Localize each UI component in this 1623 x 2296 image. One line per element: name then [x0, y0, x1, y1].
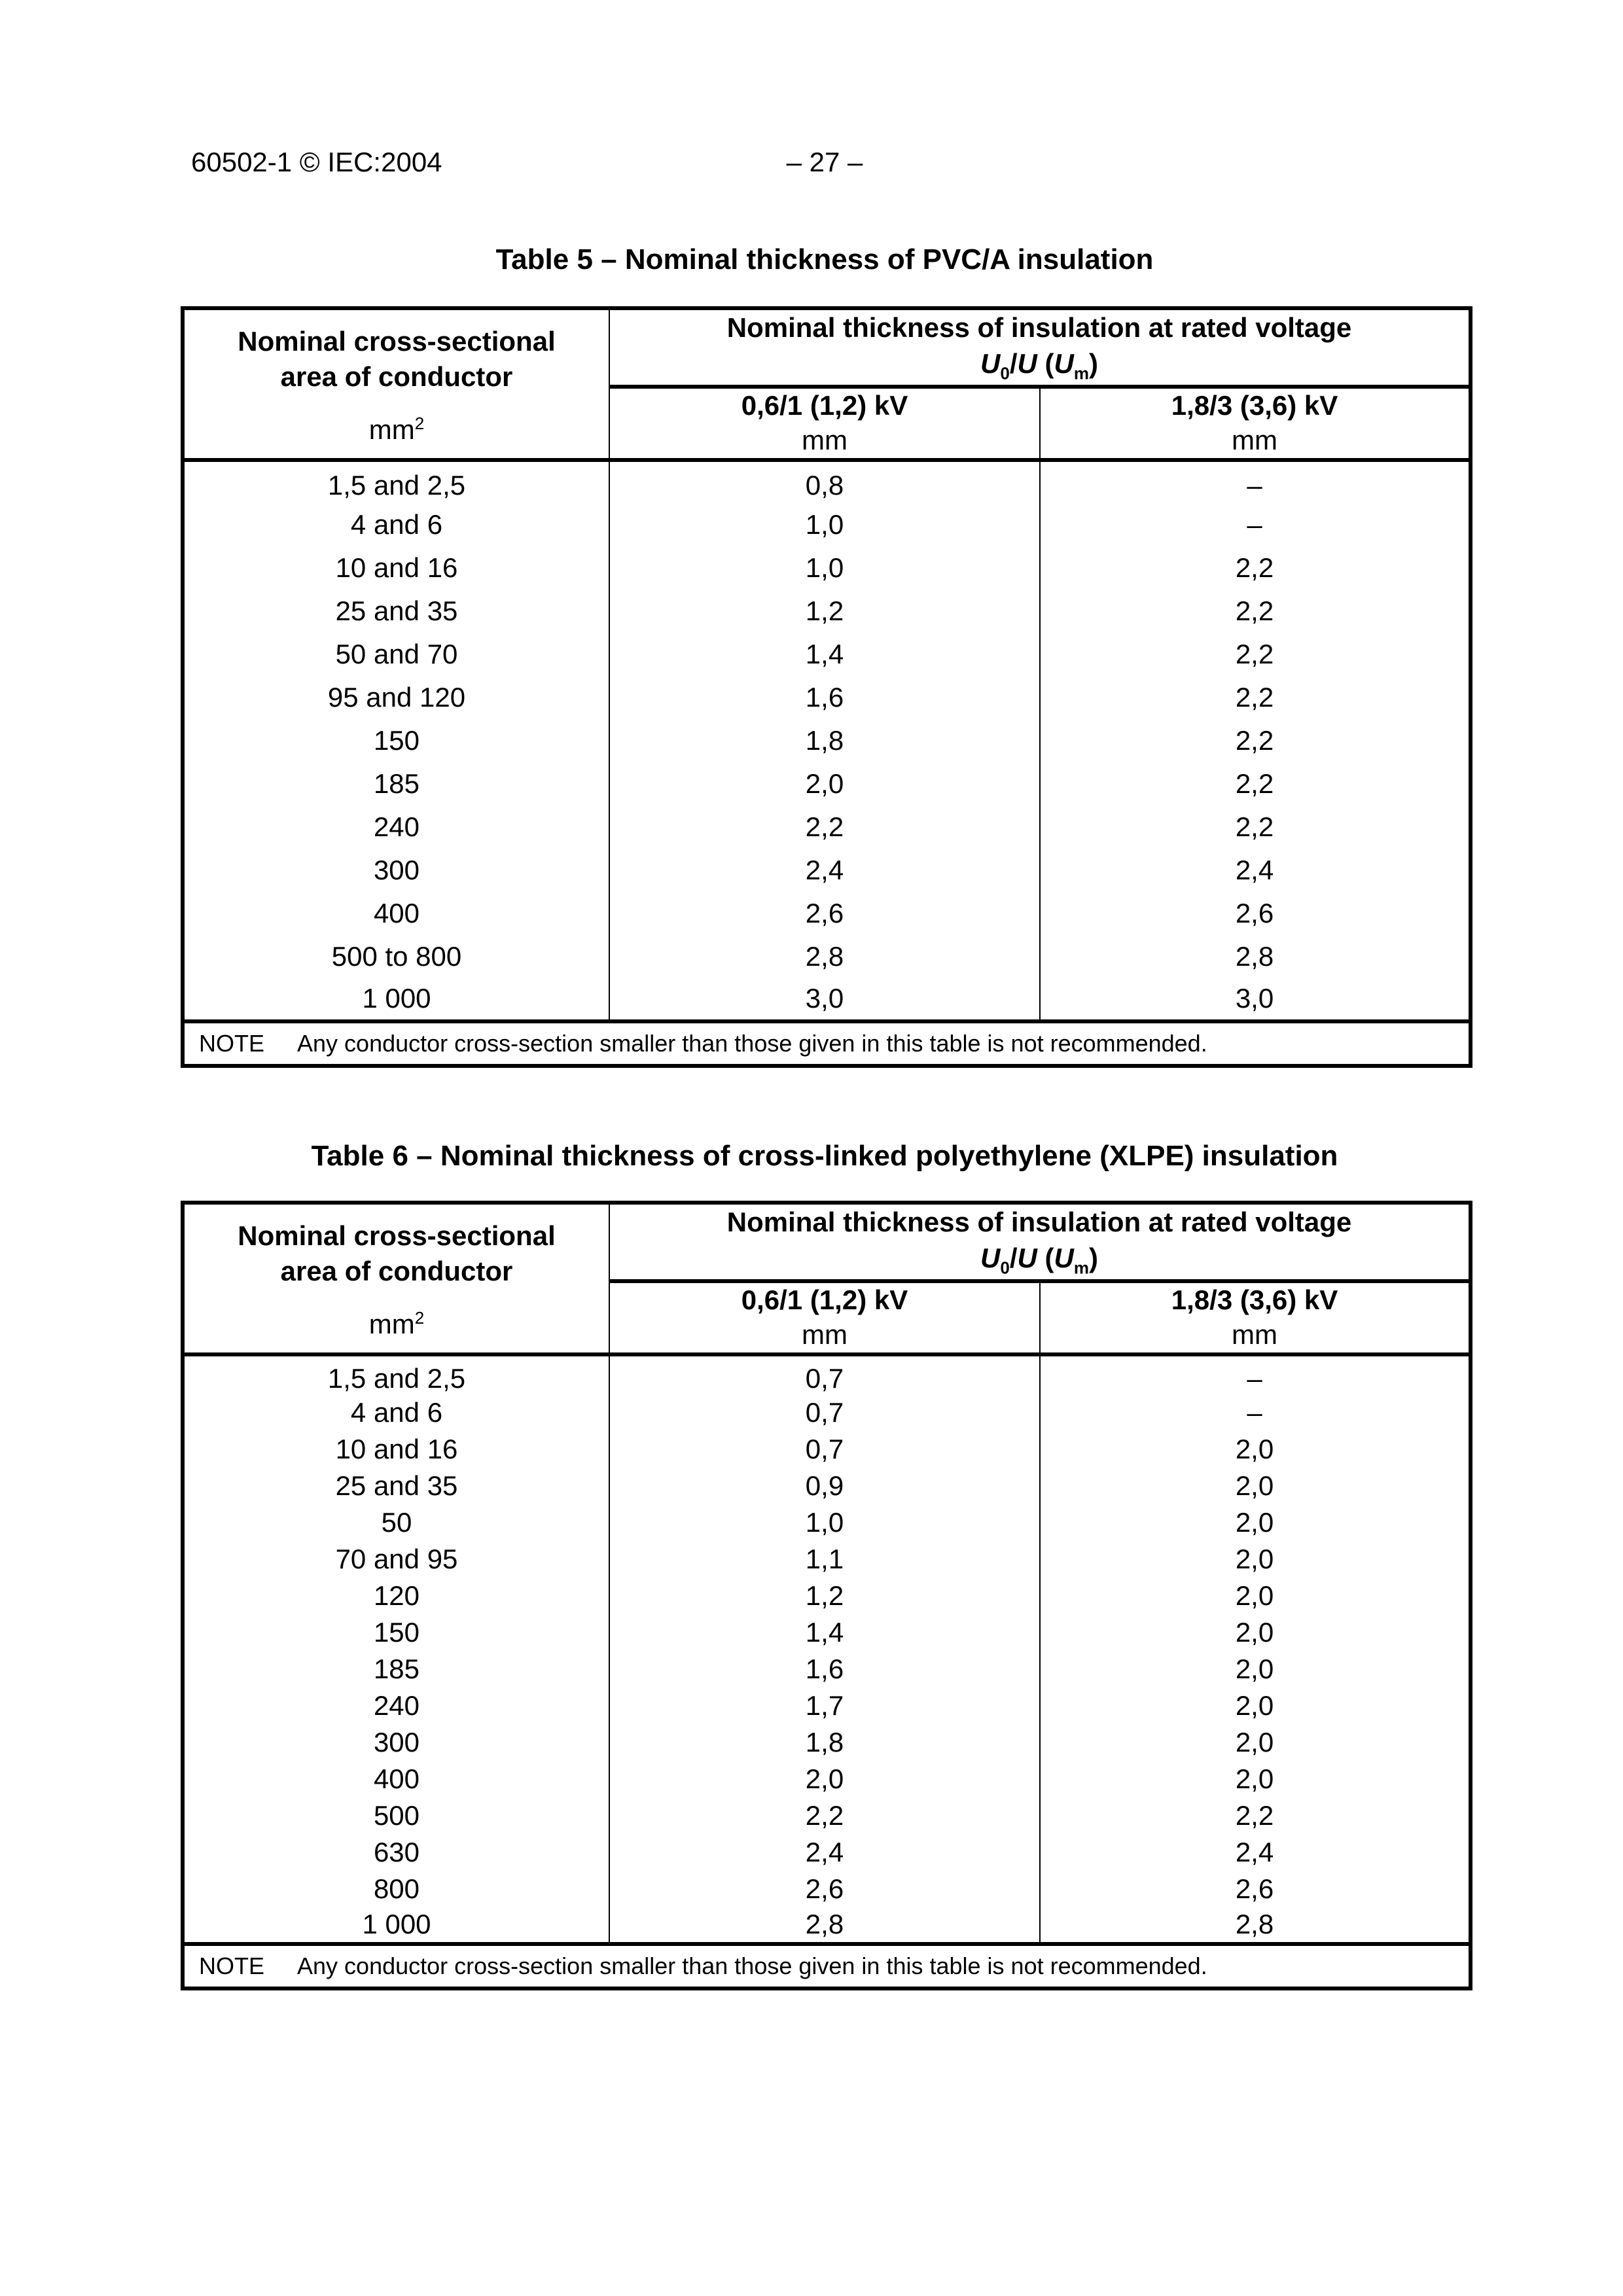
- area-unit: $mm^2$: [368, 1307, 425, 1339]
- area-cell: 1,5 and 2,5: [183, 1354, 609, 1394]
- table-row: [183, 1614, 1471, 1651]
- area-cell: 1 000: [183, 978, 609, 1021]
- area-cell: 25 and 35: [183, 1468, 609, 1504]
- thickness-06-1kv-cell: 0,9: [609, 1468, 1040, 1504]
- table-row: [183, 590, 1471, 633]
- thickness-18-3kv-cell: 2,2: [1040, 676, 1471, 719]
- area-cell: 4 and 6: [183, 1394, 609, 1431]
- table-row: [183, 1834, 1471, 1871]
- table-row: [183, 849, 1471, 892]
- table6-title: Table 6 – Nominal thickness of cross-linked polyethylene (XLPE) insulation: [311, 1140, 1338, 1172]
- thickness-18-3kv-cell: 2,6: [1040, 1871, 1471, 1907]
- thickness-18-3kv-cell: 2,0: [1040, 1761, 1471, 1797]
- thickness-18-3kv-cell: 2,2: [1040, 546, 1471, 590]
- table-row: [183, 676, 1471, 719]
- thickness-06-1kv-cell: 2,0: [609, 1761, 1040, 1797]
- thickness-18-3kv-cell: 2,6: [1040, 892, 1471, 935]
- thickness-06-1kv-cell: 2,6: [609, 892, 1040, 935]
- area-header-label: Nominal cross-sectional area of conductor: [238, 1220, 556, 1287]
- area-header-cell: [183, 1203, 609, 1354]
- table-row: [183, 1871, 1471, 1907]
- note-text: Any conductor cross-section smaller than those given in this table is not recommended.: [297, 1952, 1207, 1979]
- area-cell: 500 to 800: [183, 935, 609, 978]
- thickness-18-3kv-cell: 2,4: [1040, 849, 1471, 892]
- document-reference: 60502-1 © IEC:2004: [191, 147, 442, 177]
- voltage-header-cell: [609, 1203, 1471, 1281]
- thickness-18-3kv-cell: 2,0: [1040, 1614, 1471, 1651]
- thickness-06-1kv-cell: 1,7: [609, 1687, 1040, 1724]
- table5-header-row-1: [183, 308, 1471, 387]
- table5: [181, 306, 1472, 1068]
- area-cell: 25 and 35: [183, 590, 609, 633]
- thickness-06-1kv-cell: 0,8: [609, 460, 1040, 503]
- area-cell: 4 and 6: [183, 503, 609, 546]
- table6-note-row: [183, 1944, 1471, 1988]
- area-cell: 240: [183, 1687, 609, 1724]
- table6-header-row-1: [183, 1203, 1471, 1281]
- voltage-col2-header: 1,8/3 (3,6) kV mm: [1040, 1281, 1471, 1354]
- thickness-18-3kv-cell: 2,8: [1040, 1907, 1471, 1944]
- table-row: [183, 1468, 1471, 1504]
- table5-title: Table 5 – Nominal thickness of PVC/A insulation: [495, 243, 1154, 275]
- thickness-18-3kv-cell: –: [1040, 1394, 1471, 1431]
- thickness-18-3kv-cell: 2,2: [1040, 633, 1471, 676]
- thickness-06-1kv-cell: 2,4: [609, 1834, 1040, 1871]
- thickness-06-1kv-cell: 3,0: [609, 978, 1040, 1021]
- note-cell: [183, 1944, 1471, 1988]
- table-row: [183, 1541, 1471, 1578]
- thickness-18-3kv-cell: 2,0: [1040, 1578, 1471, 1614]
- area-header-cell: [183, 308, 609, 460]
- thickness-18-3kv-cell: 2,2: [1040, 590, 1471, 633]
- thickness-18-3kv-cell: 2,2: [1040, 719, 1471, 762]
- thickness-18-3kv-cell: –: [1040, 503, 1471, 546]
- table-row: [183, 892, 1471, 935]
- thickness-18-3kv-cell: 2,0: [1040, 1687, 1471, 1724]
- table5-body: [183, 460, 1471, 1021]
- table5-note-row: [183, 1021, 1471, 1066]
- area-cell: 800: [183, 1871, 609, 1907]
- thickness-06-1kv-cell: 1,6: [609, 676, 1040, 719]
- voltage-formula: $U_0/U$ $(U_m)$: [980, 1242, 1098, 1277]
- thickness-06-1kv-cell: 1,2: [609, 590, 1040, 633]
- area-cell: 120: [183, 1578, 609, 1614]
- thickness-06-1kv-cell: 2,8: [609, 935, 1040, 978]
- area-cell: 400: [183, 1761, 609, 1797]
- voltage-header-label: Nominal thickness of insulation at rated voltage: [726, 312, 1352, 343]
- thickness-06-1kv-cell: 0,7: [609, 1431, 1040, 1468]
- thickness-18-3kv-cell: 3,0: [1040, 978, 1471, 1021]
- thickness-06-1kv-cell: 1,8: [609, 719, 1040, 762]
- thickness-06-1kv-cell: 1,4: [609, 1614, 1040, 1651]
- area-cell: 150: [183, 1614, 609, 1651]
- thickness-06-1kv-cell: 2,0: [609, 762, 1040, 805]
- thickness-06-1kv-cell: 2,2: [609, 1797, 1040, 1834]
- table-row: [183, 546, 1471, 590]
- area-cell: 70 and 95: [183, 1541, 609, 1578]
- table-row: [183, 719, 1471, 762]
- area-cell: 185: [183, 1651, 609, 1687]
- table-row: [183, 633, 1471, 676]
- thickness-06-1kv-cell: 1,2: [609, 1578, 1040, 1614]
- thickness-18-3kv-cell: 2,0: [1040, 1431, 1471, 1468]
- thickness-06-1kv-cell: 1,0: [609, 546, 1040, 590]
- table-row: [183, 935, 1471, 978]
- voltage-header-label: Nominal thickness of insulation at rated voltage: [726, 1207, 1352, 1237]
- table-row: [183, 1797, 1471, 1834]
- table-row: [183, 1724, 1471, 1761]
- thickness-06-1kv-cell: 2,2: [609, 805, 1040, 849]
- thickness-06-1kv-cell: 1,0: [609, 1504, 1040, 1541]
- voltage-header-cell: [609, 308, 1471, 387]
- thickness-06-1kv-cell: 1,6: [609, 1651, 1040, 1687]
- thickness-18-3kv-cell: 2,4: [1040, 1834, 1471, 1871]
- table6: [181, 1201, 1472, 1990]
- thickness-18-3kv-cell: 2,2: [1040, 805, 1471, 849]
- area-cell: 400: [183, 892, 609, 935]
- table-row: [183, 1907, 1471, 1944]
- table-row: [183, 1687, 1471, 1724]
- area-cell: 1 000: [183, 1907, 609, 1944]
- area-cell: 10 and 16: [183, 546, 609, 590]
- voltage-col2-header: 1,8/3 (3,6) kV mm: [1040, 387, 1471, 460]
- area-cell: 150: [183, 719, 609, 762]
- thickness-18-3kv-cell: –: [1040, 460, 1471, 503]
- thickness-06-1kv-cell: 1,8: [609, 1724, 1040, 1761]
- thickness-18-3kv-cell: 2,2: [1040, 762, 1471, 805]
- thickness-06-1kv-cell: 1,1: [609, 1541, 1040, 1578]
- table6-body: [183, 1354, 1471, 1944]
- area-cell: 240: [183, 805, 609, 849]
- table-row: [183, 1651, 1471, 1687]
- voltage-col1-header: 0,6/1 (1,2) kV mm: [609, 1281, 1040, 1354]
- thickness-06-1kv-cell: 1,4: [609, 633, 1040, 676]
- area-cell: 630: [183, 1834, 609, 1871]
- note-label: NOTE: [199, 1029, 265, 1057]
- thickness-18-3kv-cell: 2,2: [1040, 1797, 1471, 1834]
- thickness-06-1kv-cell: 2,8: [609, 1907, 1040, 1944]
- area-cell: 300: [183, 1724, 609, 1761]
- table-row: [183, 503, 1471, 546]
- area-header-label: Nominal cross-sectional area of conductor: [238, 325, 556, 393]
- table-row: [183, 460, 1471, 503]
- table-row: [183, 762, 1471, 805]
- thickness-18-3kv-cell: 2,0: [1040, 1724, 1471, 1761]
- thickness-18-3kv-cell: 2,0: [1040, 1541, 1471, 1578]
- page-number: – 27 –: [786, 147, 863, 177]
- note-label: NOTE: [199, 1952, 265, 1979]
- table-row: [183, 1578, 1471, 1614]
- voltage-formula: $U_0/U$ $(U_m)$: [980, 347, 1098, 383]
- table-row: [183, 805, 1471, 849]
- thickness-18-3kv-cell: –: [1040, 1354, 1471, 1394]
- table-row: [183, 1761, 1471, 1797]
- thickness-06-1kv-cell: 2,6: [609, 1871, 1040, 1907]
- table-row: [183, 1354, 1471, 1394]
- voltage-col1-header: 0,6/1 (1,2) kV mm: [609, 387, 1040, 460]
- area-cell: 50 and 70: [183, 633, 609, 676]
- thickness-18-3kv-cell: 2,8: [1040, 935, 1471, 978]
- running-header: [181, 147, 1469, 182]
- area-unit: $mm^2$: [368, 413, 425, 445]
- note-cell: [183, 1021, 1471, 1066]
- thickness-18-3kv-cell: 2,0: [1040, 1504, 1471, 1541]
- area-cell: 300: [183, 849, 609, 892]
- table-row: [183, 1504, 1471, 1541]
- thickness-18-3kv-cell: 2,0: [1040, 1651, 1471, 1687]
- area-cell: 500: [183, 1797, 609, 1834]
- thickness-06-1kv-cell: 1,0: [609, 503, 1040, 546]
- area-cell: 185: [183, 762, 609, 805]
- thickness-18-3kv-cell: 2,0: [1040, 1468, 1471, 1504]
- note-text: Any conductor cross-section smaller than those given in this table is not recommended.: [297, 1029, 1207, 1057]
- area-cell: 1,5 and 2,5: [183, 460, 609, 503]
- thickness-06-1kv-cell: 0,7: [609, 1354, 1040, 1394]
- area-cell: 95 and 120: [183, 676, 609, 719]
- area-cell: 50: [183, 1504, 609, 1541]
- table-row: [183, 1394, 1471, 1431]
- thickness-06-1kv-cell: 0,7: [609, 1394, 1040, 1431]
- table-row: [183, 978, 1471, 1021]
- area-cell: 10 and 16: [183, 1431, 609, 1468]
- table-row: [183, 1431, 1471, 1468]
- thickness-06-1kv-cell: 2,4: [609, 849, 1040, 892]
